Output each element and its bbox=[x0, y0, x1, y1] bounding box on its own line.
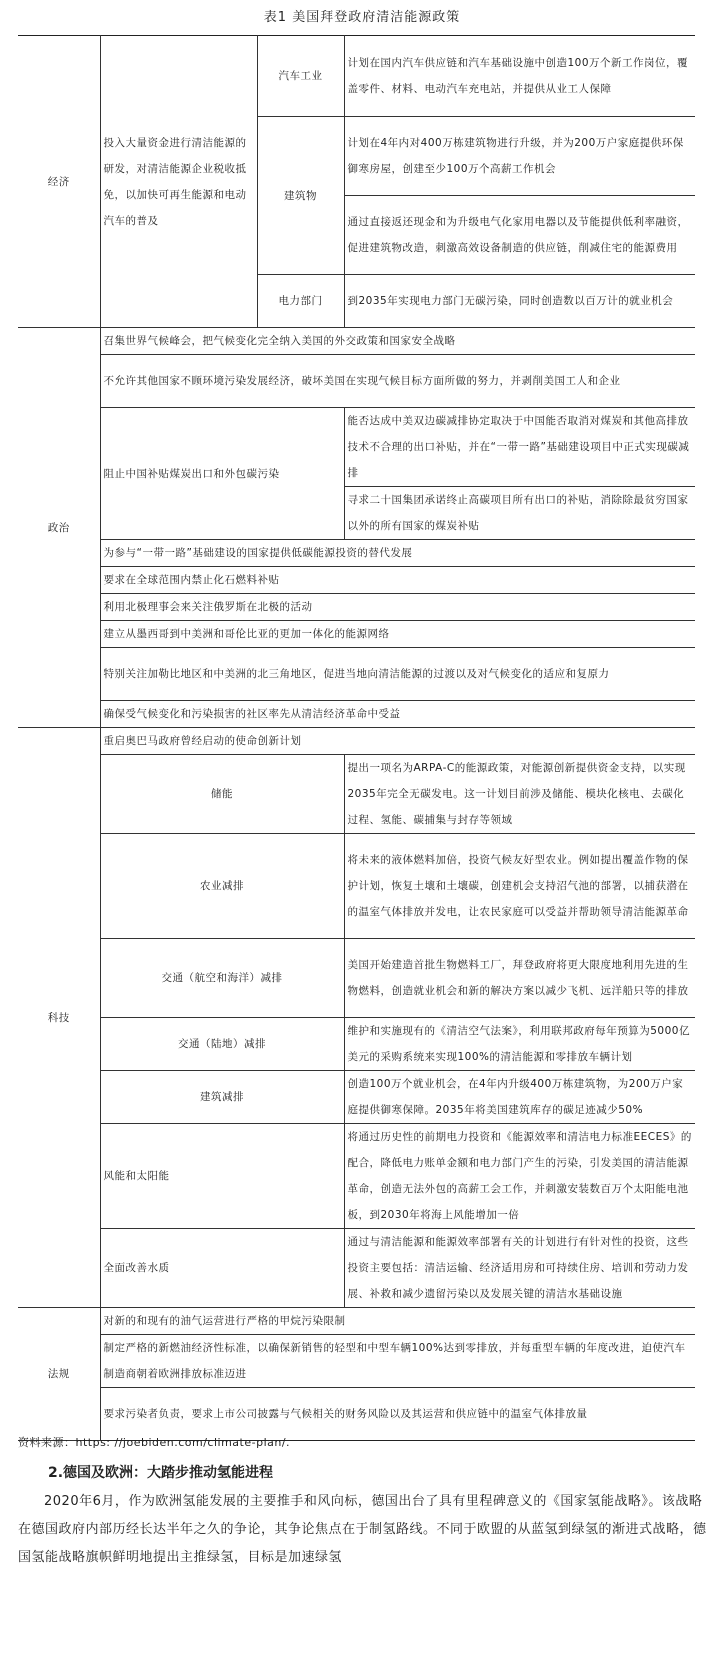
detail-cell: 将通过历史性的前期电力投资和《能源效率和清洁电力标准EECES》的配合，降低电力账单金额和电力部门产生的污染，引发美国的清洁能源革命，创造无法外包的高薪工会工作，并刺激安装数百万个太阳能电池板，到2030年将海上风能增加一倍 bbox=[344, 1124, 695, 1229]
detail-cell: 利用北极理事会来关注俄罗斯在北极的活动 bbox=[100, 594, 695, 621]
detail-cell: 确保受气候变化和污染损害的社区率先从清洁经济革命中受益 bbox=[100, 701, 695, 728]
table-row bbox=[18, 755, 695, 834]
subcategory-cell: 投入大量资金进行清洁能源的研发，对清洁能源企业税收抵免，以加快可再生能源和电动汽车的普及 bbox=[100, 36, 257, 328]
table-row bbox=[18, 540, 695, 567]
detail-cell: 对新的和现有的油气运营进行严格的甲烷污染限制 bbox=[100, 1308, 695, 1335]
table-row bbox=[18, 355, 695, 408]
detail-cell: 能否达成中美双边碳减排协定取决于中国能否取消对煤炭和其他高排放技术不合理的出口补贴，并在“一带一路”基础建设项目中正式实现碳减排 bbox=[344, 408, 695, 487]
detail-cell: 不允许其他国家不顾环境污染发展经济，破坏美国在实现气候目标方面所做的努力，并剥削美国工人和企业 bbox=[100, 355, 695, 408]
table-row bbox=[18, 408, 695, 487]
detail-cell: 制定严格的新燃油经济性标准，以确保新销售的轻型和中型车辆100%达到零排放，并每重型车辆的年度改进，迫使汽车制造商朝着欧洲排放标准迈进 bbox=[100, 1335, 695, 1388]
detail-cell: 维护和实施现有的《清洁空气法案》，利用联邦政府每年预算为5000亿美元的采购系统来实现100%的清洁能源和零排放车辆计划 bbox=[344, 1018, 695, 1071]
body-text bbox=[18, 1488, 708, 1572]
item-cell: 交通（陆地）减排 bbox=[100, 1018, 344, 1071]
detail-cell: 计划在国内汽车供应链和汽车基础设施中创造100万个新工作岗位，覆盖零件、材料、电动汽车充电站，并提供从业工人保障 bbox=[344, 36, 695, 117]
table-row bbox=[18, 1308, 695, 1335]
source-note: 资料来源：https: //joebiden.com/climate-plan/. bbox=[18, 1436, 291, 1449]
category-cell: 科技 bbox=[18, 728, 100, 1308]
table-row bbox=[18, 648, 695, 701]
item-cell: 建筑物 bbox=[257, 117, 344, 275]
table-row bbox=[18, 834, 695, 939]
table-row bbox=[18, 36, 695, 117]
detail-cell: 创造100万个就业机会，在4年内升级400万栋建筑物，为200万户家庭提供御寒保障。2035年将美国建筑库存的碳足迹减少50% bbox=[344, 1071, 695, 1124]
detail-cell: 提出一项名为ARPA-C的能源政策，对能源创新提供资金支持，以实现2035年完全无碳发电。这一计划目前涉及储能、模块化核电、去碳化过程、氢能、碳捕集与封存等领域 bbox=[344, 755, 695, 834]
detail-cell: 召集世界气候峰会，把气候变化完全纳入美国的外交政策和国家安全战略 bbox=[100, 328, 695, 355]
item-cell: 储能 bbox=[100, 755, 344, 834]
section-heading: 2.德国及欧洲：大踏步推动氢能进程 bbox=[48, 1465, 274, 1481]
item-cell: 风能和太阳能 bbox=[100, 1124, 344, 1229]
table-row bbox=[18, 1335, 695, 1388]
table-row bbox=[18, 1071, 695, 1124]
table-row bbox=[18, 621, 695, 648]
item-cell: 交通（航空和海洋）减排 bbox=[100, 939, 344, 1018]
detail-cell: 为参与“一带一路”基础建设的国家提供低碳能源投资的替代发展 bbox=[100, 540, 695, 567]
item-cell: 全面改善水质 bbox=[100, 1229, 344, 1308]
table-row bbox=[18, 939, 695, 1018]
detail-cell: 通过直接返还现金和为升级电气化家用电器以及节能提供低利率融资，促进建筑物改造，刺激高效设备制造的供应链，削减住宅的能源费用 bbox=[344, 196, 695, 275]
item-cell: 建筑减排 bbox=[100, 1071, 344, 1124]
detail-cell: 特别关注加勒比地区和中美洲的北三角地区，促进当地向清洁能源的过渡以及对气候变化的适应和复原力 bbox=[100, 648, 695, 701]
item-cell: 电力部门 bbox=[257, 275, 344, 328]
detail-cell: 重启奥巴马政府曾经启动的使命创新计划 bbox=[100, 728, 695, 755]
policy-table bbox=[18, 35, 695, 1441]
item-cell: 农业减排 bbox=[100, 834, 344, 939]
paragraph: 2020年6月，作为欧洲氢能发展的主要推手和风向标，德国出台了具有里程碑意义的《国家氢能战略》。该战略在德国政府内部历经长达半年之久的争论，其争论焦点在于制氢路线。不同于欧盟的从蓝氢到绿氢的渐进式战略，德国氢能战略旗帜鲜明地提出主推绿氢，目标是加速绿氢 bbox=[18, 1494, 707, 1565]
category-cell: 经济 bbox=[18, 36, 100, 328]
subcategory-cell: 阻止中国补贴煤炭出口和外包碳污染 bbox=[100, 408, 344, 540]
detail-cell: 要求在全球范围内禁止化石燃料补贴 bbox=[100, 567, 695, 594]
detail-cell: 通过与清洁能源和能源效率部署有关的计划进行有针对性的投资，这些投资主要包括：清洁运输、经济适用房和可持续住房、培训和劳动力发展、补救和减少遗留污染以及发展关键的清洁水基础设施 bbox=[344, 1229, 695, 1308]
detail-cell: 建立从墨西哥到中美洲和哥伦比亚的更加一体化的能源网络 bbox=[100, 621, 695, 648]
table-row bbox=[18, 728, 695, 755]
table-caption: 表1 美国拜登政府清洁能源政策 bbox=[263, 10, 461, 25]
table-row bbox=[18, 1229, 695, 1308]
table-row bbox=[18, 701, 695, 728]
table-row bbox=[18, 594, 695, 621]
table-row bbox=[18, 1388, 695, 1441]
detail-cell: 美国开始建造首批生物燃料工厂，拜登政府将更大限度地利用先进的生物燃料，创造就业机会和新的解决方案以减少飞机、远洋船只等的排放 bbox=[344, 939, 695, 1018]
table-row bbox=[18, 567, 695, 594]
item-cell: 汽车工业 bbox=[257, 36, 344, 117]
detail-cell: 要求污染者负责，要求上市公司披露与气候相关的财务风险以及其运营和供应链中的温室气体排放量 bbox=[100, 1388, 695, 1441]
table-row bbox=[18, 1124, 695, 1229]
table-row bbox=[18, 328, 695, 355]
detail-cell: 将未来的液体燃料加倍，投资气候友好型农业。例如提出覆盖作物的保护计划，恢复土壤和土壤碳，创建机会支持沼气池的部署，以捕获潜在的温室气体排放并发电，让农民家庭可以受益并帮助领导清洁能源革命 bbox=[344, 834, 695, 939]
detail-cell: 寻求二十国集团承诺终止高碳项目所有出口的补贴，消除除最贫穷国家以外的所有国家的煤炭补贴 bbox=[344, 487, 695, 540]
category-cell: 政治 bbox=[18, 328, 100, 728]
detail-cell: 计划在4年内对400万栋建筑物进行升级，并为200万户家庭提供环保御寒房屋，创建至少100万个高薪工作机会 bbox=[344, 117, 695, 196]
category-cell: 法规 bbox=[18, 1308, 100, 1441]
detail-cell: 到2035年实现电力部门无碳污染，同时创造数以百万计的就业机会 bbox=[344, 275, 695, 328]
table-row bbox=[18, 1018, 695, 1071]
